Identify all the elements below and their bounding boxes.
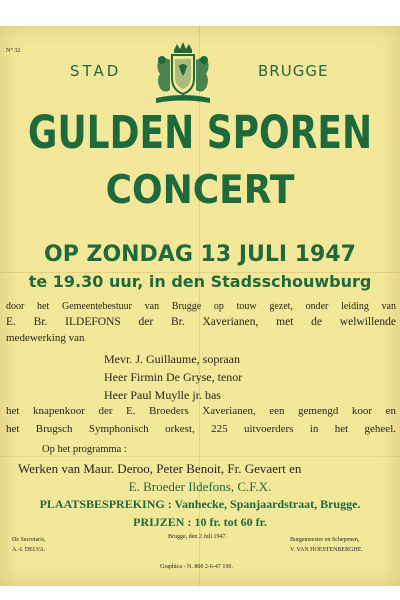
soloist-bass: Heer Paul Muylle jr. bas <box>104 388 221 402</box>
brugge-crest-icon <box>150 40 216 110</box>
time-line: te 19.30 uur, in den Stadsschouwburg <box>28 272 372 291</box>
prices-line: PRIJZEN : 10 fr. tot 60 fr. <box>133 515 267 529</box>
title-gulden-sporen: GULDEN SPOREN <box>27 108 373 160</box>
body-line-5: het Brugsch Symphonisch orkest, 225 uitvoerders in het geheel. <box>6 423 396 435</box>
programme-intro: Op het programma : <box>42 444 127 455</box>
body-line-3: medewerking van <box>6 332 85 344</box>
body-line-4: het knapenkoor der E. Broeders Xaverianen, een gemengd koor en <box>6 405 396 417</box>
title-concert: CONCERT <box>105 168 295 214</box>
fold-line-horizontal-lower <box>0 456 400 457</box>
body-line-2: E. Br. ILDEFONS der Br. Xaverianen, met de welwillende <box>6 316 396 328</box>
poster-number: N° 32 <box>6 48 21 54</box>
body-line-1: door het Gemeentebestuur van Brugge op touw gezet, onder leiding van <box>6 301 396 312</box>
programme-works: Werken van Maur. Deroo, Peter Benoit, Fr. Gevaert en <box>18 461 302 476</box>
mayor-name: V. VAN HOESTENBERGHE. <box>290 547 364 553</box>
printer-imprint: Graphica - N. 800 2-6-47 190. <box>160 564 233 570</box>
secretary-title: De Secretaris, <box>12 537 46 543</box>
soloist-soprano: Mevr. J. Guillaume, sopraan <box>104 352 240 366</box>
soloist-tenor: Heer Firmin De Gryse, tenor <box>104 370 243 384</box>
header-stad: STAD <box>70 62 122 80</box>
header-brugge: BRUGGE <box>258 62 329 80</box>
mayor-title: Burgemeester en Schepenen, <box>290 537 360 543</box>
programme-works-2: E. Broeder Ildefons, C.F.X. <box>128 479 272 494</box>
footer-date: Brugge, den 2 Juli 1947. <box>168 534 227 540</box>
secretary-name: A.-I. DELVA. <box>12 547 46 553</box>
booking-line: PLAATSBESPREKING : Vanhecke, Spanjaardstraat, Brugge. <box>39 497 361 511</box>
date-line: OP ZONDAG 13 JULI 1947 <box>44 242 356 267</box>
